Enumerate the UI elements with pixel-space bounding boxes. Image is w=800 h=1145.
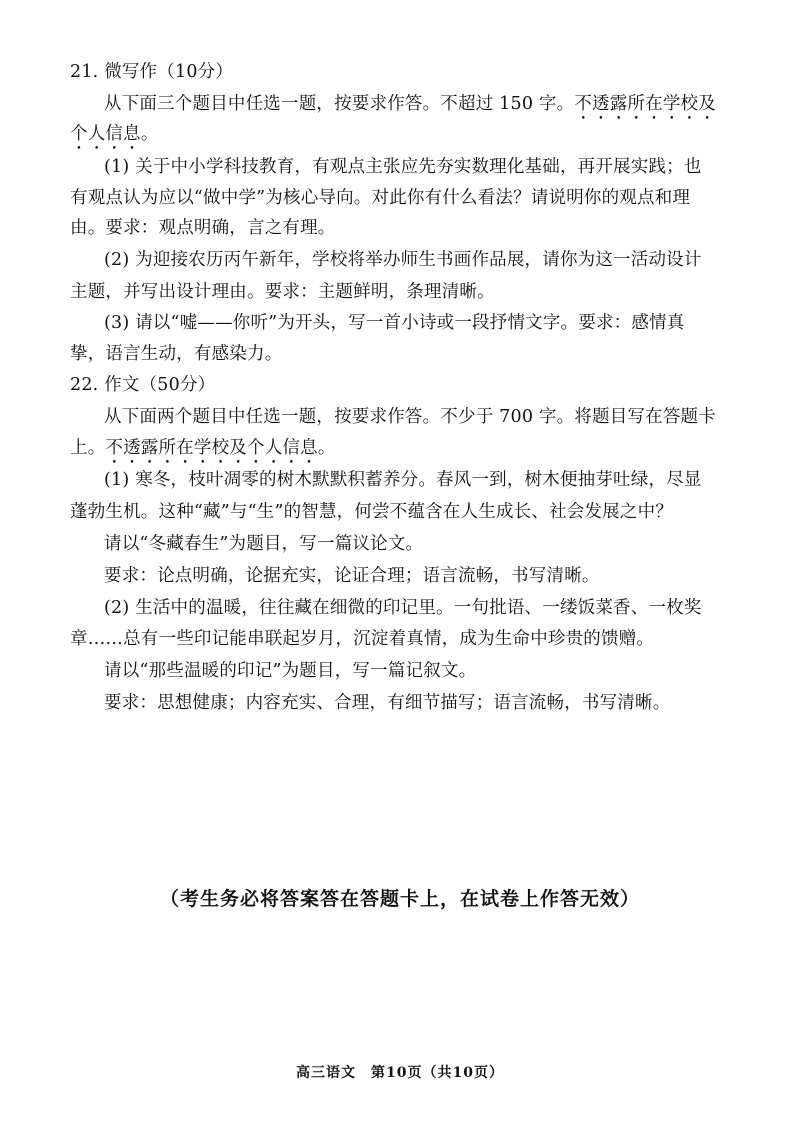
q22-option2-line2: 章……总有一些印记能串联起岁月，沉淀着真情，成为生命中珍贵的馈赠。	[70, 629, 655, 649]
q21-option3-line1: (3) 请以“嘘——你听”为开头，写一首小诗或一段抒情文字。要求：感情真	[104, 313, 685, 333]
q21-option2-line2: 主题，并写出设计理由。要求：主题鲜明，条理清晰。	[70, 282, 495, 302]
q21-instruction-cont	[70, 122, 159, 154]
q22-instruction-line1: 从下面两个题目中任选一题，按要求作答。不少于 700 字。将题目写在答题卡	[104, 407, 716, 427]
q22-option1-requirements: 要求：论点明确，论据充实，论证合理；语言流畅，书写清晰。	[104, 566, 600, 586]
q22-option1-title-prompt: 请以“冬藏春生”为题目，写一篇议论文。	[104, 534, 424, 554]
q21-option1-line1: (1) 关于中小学科技教育，有观点主张应先夯实数理化基础，再开展实践；也	[104, 157, 702, 177]
q22-option2-title-prompt: 请以“那些温暖的印记”为题目，写一篇记叙文。	[104, 661, 477, 681]
q22-option1-line1: (1) 寒冬，枝叶凋零的树木默默积蓄养分。春风一到，树木便抽芽吐绿，尽显	[104, 470, 702, 490]
q22-option2-requirements: 要求：思想健康；内容充实、合理，有细节描写；语言流畅，书写清晰。	[104, 693, 671, 713]
q21-title: 21. 微写作（10分）	[70, 62, 234, 82]
q21-instruction-emphasis-1: 不透露所在学校及	[574, 94, 716, 114]
q21-option1-line2: 有观点认为应以“做中学”为核心导向。对此你有什么看法？请说明你的观点和理	[70, 188, 691, 208]
q21-instruction-end: 。	[140, 124, 159, 144]
q21-instruction	[104, 92, 716, 124]
q22-instruction-start: 上。	[70, 438, 106, 458]
q21-option3-line2: 挚，语言生动，有感染力。	[70, 344, 283, 364]
q22-instruction-end: 。	[317, 438, 336, 458]
q22-instruction-emphasis: 不透露所在学校及个人信息	[105, 438, 318, 458]
q22-instruction-line2	[70, 436, 336, 468]
answer-sheet-notice: （考生务必将答案答在答题卡上，在试卷上作答无效）	[159, 888, 640, 910]
q22-option2-line1: (2) 生活中的温暖，往往藏在细微的印记里。一句批语、一缕饭菜香、一枚奖	[104, 598, 702, 618]
q21-instruction-text: 从下面三个题目中任选一题，按要求作答。不超过 150 字。	[104, 94, 575, 114]
q21-instruction-emphasis-2: 个人信息	[70, 124, 141, 144]
q22-option1-line2: 蓬勃生机。这种“藏”与“生”的智慧，何尝不蕴含在人生成长、社会发展之中？	[70, 502, 673, 522]
page-footer: 高三语文 第10页（共10页）	[296, 1065, 504, 1081]
q21-option1-line3: 由。要求：观点明确，言之有理。	[70, 218, 336, 238]
q21-option2-line1: (2) 为迎接农历丙午新年，学校将举办师生书画作品展，请你为这一活动设计	[104, 250, 702, 270]
q22-title: 22. 作文（50分）	[70, 375, 216, 395]
